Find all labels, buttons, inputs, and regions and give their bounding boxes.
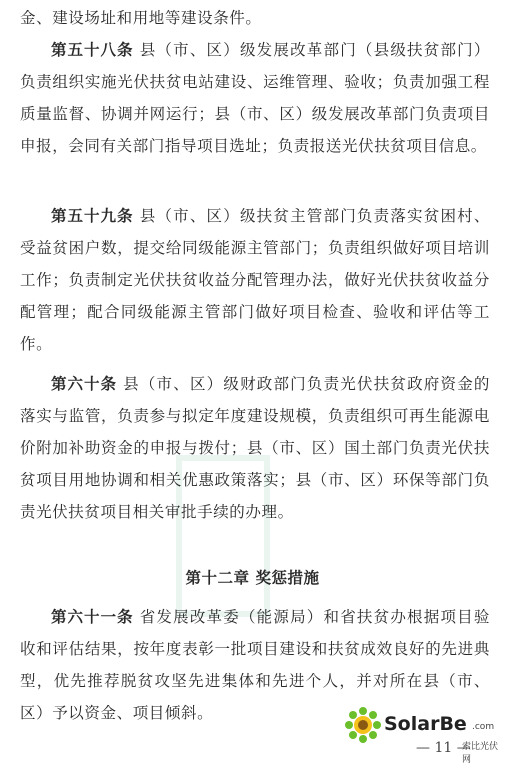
- sunflower-icon: [344, 706, 382, 744]
- article-number: 第六十一条: [51, 608, 134, 626]
- article-58: [20, 34, 490, 162]
- chapter-heading: 第十二章 奖惩措施: [185, 569, 320, 587]
- article-text: 县（市、区）级发展改革部门（县级扶贫部门）负责组织实施光伏扶贫电站建设、运维管理、验收；负责加强工程质量监督、协调并网运行；县（市、区）级发展改革部门负责项目申报，会同有关部门指导项目选址；负责报送光伏扶贫项目信息。: [20, 41, 490, 155]
- paragraph-continuation: [20, 2, 490, 34]
- logo-tagline: 索比光伏网: [462, 742, 499, 765]
- article-number: 第五十九条: [51, 207, 134, 225]
- article-number: 第六十条: [51, 375, 118, 393]
- logo-domain: .com: [472, 722, 495, 732]
- article-59: [20, 200, 490, 360]
- article-text: 省发展改革委（能源局）和省扶贫办根据项目验收和评估结果，按年度表彰一批项目建设和扶贫成效良好的先进典型，优先推荐脱贫攻坚先进集体和先进个人，并对所在县（市、区）予以资金、项目倾斜。: [20, 608, 490, 722]
- page-number: — 11 —: [416, 740, 471, 756]
- logo-name: SolarBe: [384, 713, 467, 735]
- article-60: [20, 368, 490, 528]
- article-number: 第五十八条: [51, 41, 134, 59]
- solarbe-logo: [344, 706, 502, 766]
- article-text: 县（市、区）级扶贫主管部门负责落实贫困村、受益贫困户数，提交给同级能源主管部门；负责组织做好项目培训工作；负责制定光伏扶贫收益分配管理办法，做好光伏扶贫收益分配管理；配合同级能源主管部门做好项目检查、验收和评估等工作。: [20, 207, 490, 353]
- article-text: 县（市、区）级财政部门负责光伏扶贫政府资金的落实与监管，负责参与拟定年度建设规模，负责组织可再生能源电价附加补助资金的申报与拨付；县（市、区）国土部门负责光伏扶贫项目用地协调和相关优惠政策落实；县（市、区）环保等部门负责光伏扶贫项目相关审批手续的办理。: [20, 375, 491, 521]
- paragraph-text: 金、建设场址和用地等建设条件。: [20, 9, 262, 27]
